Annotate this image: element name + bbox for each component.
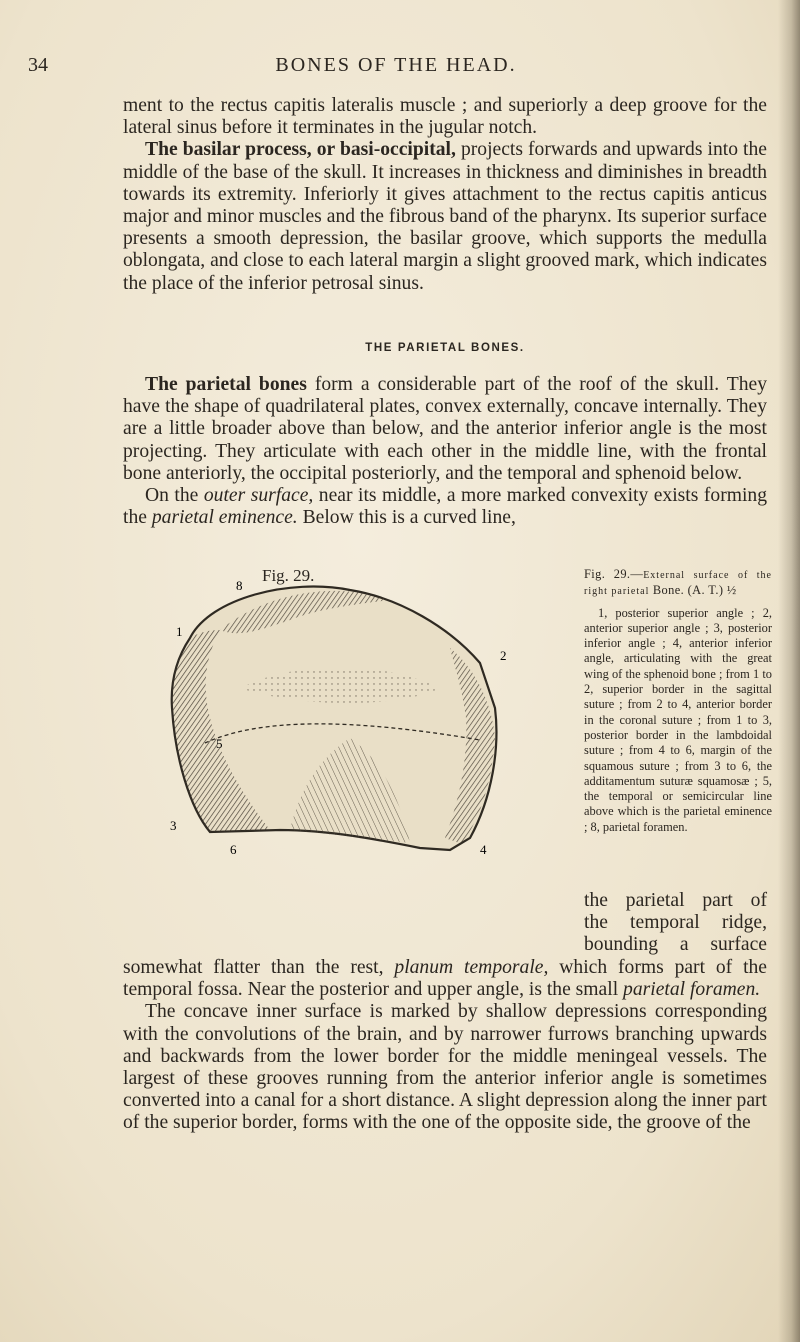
running-head bbox=[28, 54, 764, 84]
parietal-text: form a considerable part of the roof of the skull. They have the shape of quadrilateral plates, convex externally, concave internally. They are a little broader above than below, and the anterior inferior angle is the most projecting. They articulate with each other in the middle line, with the frontal bone anteriorly, the occipital posteriorly, and the temporal and sphenoid below. bbox=[123, 374, 767, 484]
caption-title bbox=[584, 567, 772, 600]
page-edge-shadow bbox=[778, 0, 800, 1342]
parietal-foramen-term: parietal foramen. bbox=[623, 979, 761, 1001]
body-text-parietal bbox=[123, 374, 767, 529]
caption-title-fig: Fig. 29.— bbox=[584, 567, 644, 581]
outer-mid: near its middle, a more marked convexity exists forming the bbox=[123, 485, 767, 529]
outer-surface-term: outer surface, bbox=[203, 485, 314, 507]
paragraph-inner-surface bbox=[123, 1001, 767, 1134]
parietal-bone-figure bbox=[150, 568, 550, 856]
outer-lead: On the bbox=[145, 485, 204, 507]
caption-title-name: External surface of the right parietal bbox=[584, 570, 772, 598]
planum-lead: somewhat flatter than the rest, bbox=[123, 957, 395, 978]
section-heading: THE PARIETAL BONES. bbox=[365, 342, 525, 354]
inner-surface-text: The concave inner surface is marked by shallow depressions corresponding with the convolutions of the brain, and by narrower furrows branching upwards and backwards from the lower border for the middle meningeal vessels. The largest of these grooves running from the anterior inferior angle is sometimes converted into a canal for a short distance. A slight depression along the inner part of the superior border, forms with the one of the opposite side, the groove of the bbox=[123, 1001, 767, 1134]
page-number: 34 bbox=[28, 54, 48, 76]
figure-number-4: 4 bbox=[480, 842, 487, 856]
paragraph-basilar-process bbox=[123, 139, 767, 294]
figure-number-6: 6 bbox=[230, 842, 237, 856]
outer-tail: Below this is a curved line, bbox=[297, 507, 516, 529]
paragraph-outer-surface bbox=[123, 485, 767, 529]
basilar-text: projects forwards and upwards into the middle of the base of the skull. It increases in thickness and diminishes in breadth towards its extremity. Inferiorly it gives attachment to the rectus capitis anticus major and minor muscles and the fibrous band of the pharynx. Its superior surface presents a smooth depression, the basilar groove, which supports the medulla oblongata, and close to each lateral margin a slight grooved mark, which indicates the place of the inferior petrosal sinus. bbox=[123, 139, 767, 294]
figure-number-5: 5 bbox=[216, 736, 223, 751]
paragraph-planum bbox=[123, 957, 767, 1001]
figure-number-3: 3 bbox=[170, 818, 177, 833]
running-title: BONES OF THE HEAD. bbox=[275, 54, 517, 76]
wrap-line-3: bounding a surface bbox=[584, 934, 767, 956]
wrap-line-2: the temporal ridge, bbox=[584, 912, 767, 934]
paragraph-occipital-end bbox=[123, 95, 767, 139]
planum-mid: which forms part of the temporal fossa. Near the posterior and upper angle, is the small bbox=[123, 957, 768, 1001]
wrap-line-1: the parietal part of bbox=[584, 890, 767, 911]
figure-number-2: 2 bbox=[500, 648, 507, 663]
caption-title-scale: Bone. (A. T.) ½ bbox=[652, 583, 737, 598]
body-text-top bbox=[123, 95, 767, 295]
figure-caption bbox=[584, 567, 772, 835]
basilar-term: The basilar process, or basi-occipital, bbox=[145, 139, 456, 161]
caption-body: 1, posterior superior angle ; 2, anterior superior angle ; 3, posterior inferior angle ; 4, anterior inferior angle, articulating with the great wing of the sphenoid bone ; from 1 to 2, superior border in the sagittal suture ; from 2 to 4, anterior border in the coronal suture ; from 1 to 3, posterior border in the lambdoidal suture ; from 4 to 6, margin of the squamous suture ; from 3 to 6, the additamentum suturæ squamosæ ; 5, the temporal or semicircular line above which is the parietal eminence ; 8, parietal foramen. bbox=[584, 605, 772, 834]
parietal-term: The parietal bones bbox=[145, 374, 307, 395]
wrapped-text bbox=[584, 890, 767, 957]
planum-term: planum temporale, bbox=[394, 957, 549, 978]
paragraph-parietal-bones bbox=[123, 374, 767, 485]
parietal-eminence-term: parietal eminence. bbox=[151, 507, 298, 529]
figure-label: Fig. 29. bbox=[262, 566, 315, 585]
figure-number-8: 8 bbox=[236, 578, 243, 593]
body-text-bottom bbox=[123, 957, 767, 1135]
para1-text: ment to the rectus capitis lateralis muscle ; and superiorly a deep groove for the lateral sinus before it terminates in the jugular notch. bbox=[123, 95, 767, 139]
figure-number-1: 1 bbox=[176, 624, 183, 639]
